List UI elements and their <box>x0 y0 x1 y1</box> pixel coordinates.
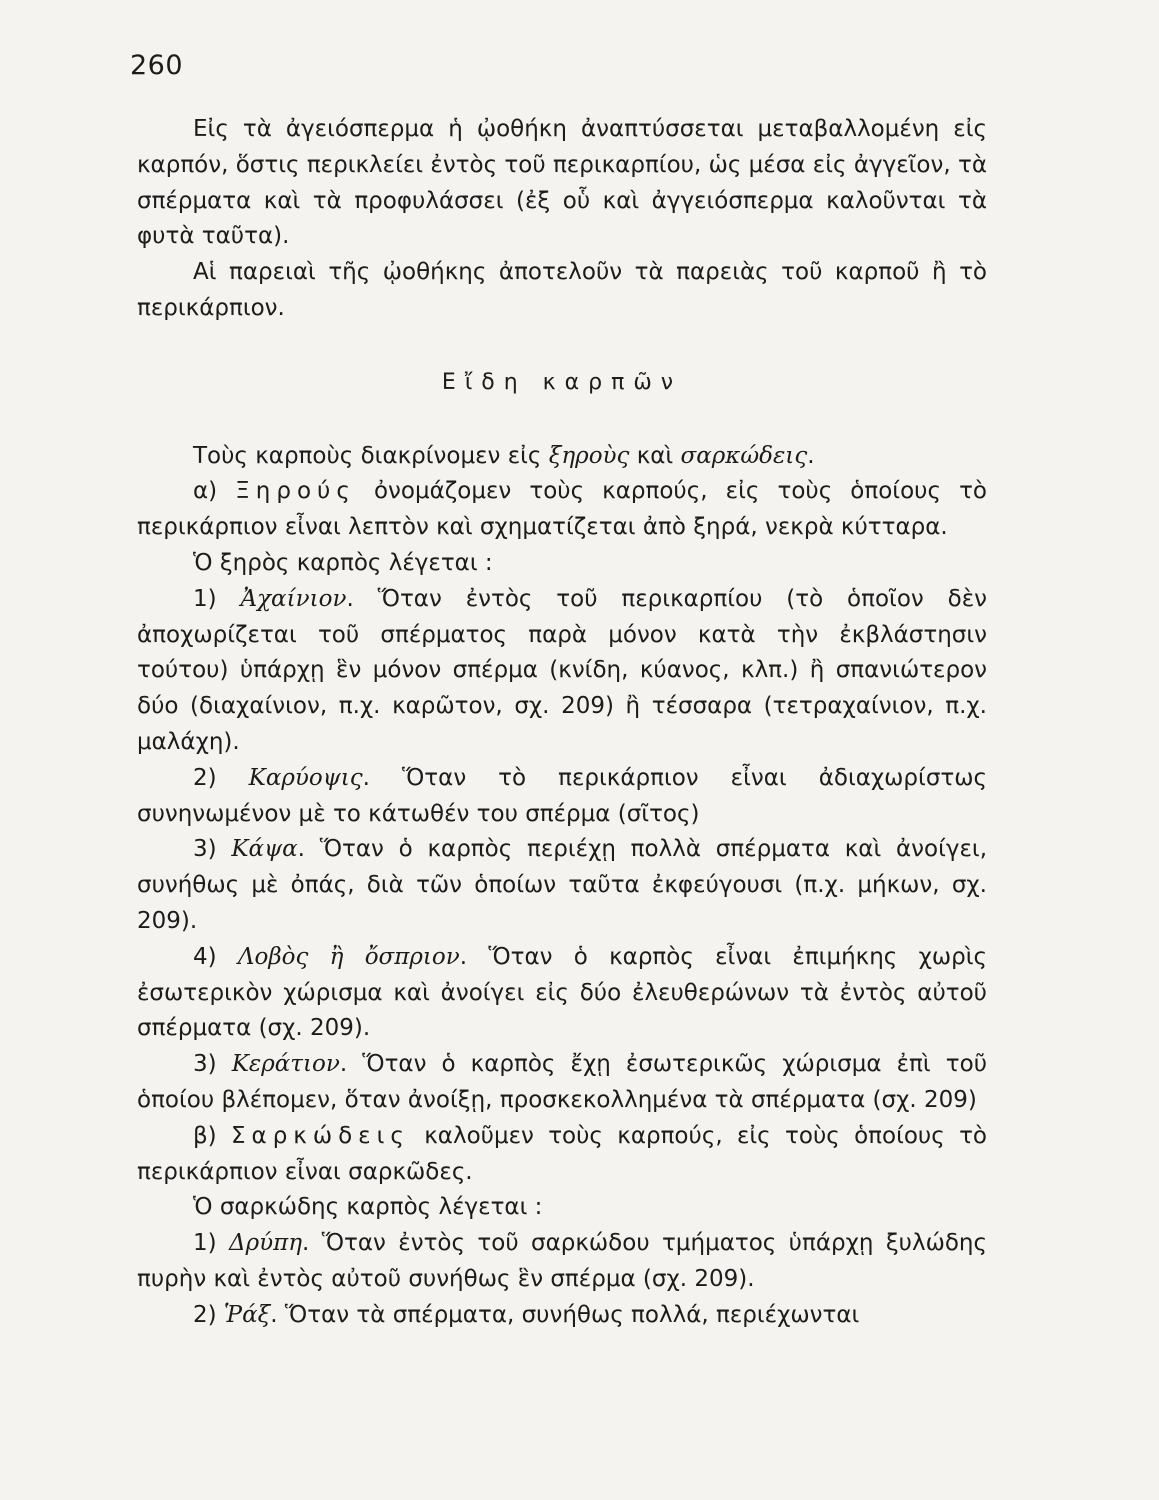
list-item-dry-2 <box>137 761 987 833</box>
item-text: . Ὅταν ἐντὸς τοῦ σαρκώδου τμήματος ὑπάρχῃ ξυλώδης πυρὴν καὶ ἐντὸς αὐτοῦ συνήθως ἓν σπέρμα (σχ. 209). <box>137 1230 988 1292</box>
dry-definition-text: ὀνομάζομεν τοὺς καρπούς, εἰς τοὺς ὁποίους τὸ περικάρπιον εἶναι λεπτὸν καὶ σχηματίζεται ἀπὸ ξηρά, νεκρὰ κύτταρα. <box>137 478 987 541</box>
classification-intro: Τοὺς καρποὺς διακρίνομεν εἰς <box>193 442 549 469</box>
term-fleshy: σαρκώδεις <box>680 442 808 469</box>
term-dry-spaced: Ξηρούς <box>235 478 356 505</box>
term-silique: Κεράτιον <box>231 1051 340 1078</box>
item-text: . Ὅταν ὁ καρπὸς εἶναι ἐπιμήκης χωρὶς ἐσωτερικὸν χώρισμα καὶ ἀνοίγει εἰς δύο ἐλευθερώνων τὰ ἐντὸς αὐτοῦ σπέρματα (σχ. 209). <box>137 943 987 1042</box>
paragraph-dry-definition <box>137 474 987 546</box>
term-caryopsis: Καρύοψις <box>248 764 363 791</box>
item-text: . Ὅταν ὁ καρπὸς περιέχῃ πολλὰ σπέρματα καὶ ἀνοίγει, συνήθως μὲ ὀπάς, διὰ τῶν ὁποίων ταῦτα ἐκφεύγουσι (π.χ. μήκων, σχ. 209). <box>137 836 988 934</box>
item-text: . Ὅταν τὰ σπέρματα, συνήθως πολλά, περιέχωνται <box>270 1301 860 1328</box>
item-number: 4) <box>193 943 238 970</box>
term-achene: Ἀχαίνιον <box>240 585 347 612</box>
label-beta: β) <box>193 1122 231 1149</box>
term-capsule: Κάψα <box>231 836 298 863</box>
list-item-dry-5 <box>137 1047 987 1119</box>
classification-end: . <box>807 442 815 469</box>
fleshy-definition-text: καλοῦμεν τοὺς καρπούς, εἰς τοὺς ὁποίους τὸ περικάρπιον εἶναι σαρκῶδες. <box>137 1122 987 1185</box>
list-item-dry-1 <box>137 582 987 761</box>
term-dry: ξηροὺς <box>548 442 630 469</box>
term-legume: Λοβὸς ἢ ὄσπριον <box>237 943 460 970</box>
section-heading: Εἴδη καρπῶν <box>441 369 683 395</box>
item-number: 1) <box>193 585 241 612</box>
body-text <box>137 112 987 1334</box>
item-number: 2) <box>193 764 249 791</box>
label-alpha: α) <box>193 478 236 505</box>
item-text: . Ὅταν ὁ καρπὸς ἔχῃ ἐσωτερικῶς χώρισμα ἐπὶ τοῦ ὁποίου βλέπομεν, ὅταν ἀνοίξῃ, προσκεκολλημένα τὰ σπέρματα (σχ. 209) <box>137 1051 988 1113</box>
paragraph-classification <box>137 439 987 475</box>
term-fleshy-spaced: Σαρκώδεις <box>231 1122 410 1149</box>
list-item-fleshy-2 <box>137 1298 987 1334</box>
list-item-fleshy-1 <box>137 1226 987 1298</box>
item-text: . Ὅταν ἐντὸς τοῦ περικαρπίου (τὸ ὁποῖον δὲν ἀποχωρίζεται τοῦ σπέρματος παρὰ μόνον κατὰ τὴν ἐκβλάστησιν τούτου) ὑπάρχῃ ἓν μόνον σπέρμα (κνίδη, κύανος, κλπ.) ἢ σπανιώτερον δύο (διαχαίνιον, π.χ. καρῶτον, σχ. 209) ἢ τέσσαρα (τετραχαίνιον, π.χ. μαλάχη). <box>137 585 987 755</box>
paragraph-intro: Εἰς τὰ ἀγειόσπερμα ἡ ᾠοθήκη ἀναπτύσσεται μεταβαλλομένη εἰς καρπόν, ὅστις περικλείει ἐντὸς τοῦ περικαρπίου, ὡς μέσα εἰς ἀγγεῖον, τὰ σπέρματα καὶ τὰ προφυλάσσει (ἐξ οὗ καὶ ἀγγειόσπερμα καλοῦνται τὰ φυτὰ ταῦτα). <box>137 116 987 250</box>
paragraph-fleshy-definition <box>137 1119 987 1191</box>
item-number: 1) <box>193 1230 230 1257</box>
paragraph-pericarp: Αἱ παρειαὶ τῆς ᾠοθήκης ἀποτελοῦν τὰ παρειὰς τοῦ καρποῦ ἢ τὸ περικάρπιον. <box>137 259 987 321</box>
item-text: . Ὅταν τὸ περικάρπιον εἶναι ἀδιαχωρίστως συνηνωμένον μὲ το κάτωθέν του σπέρμα (σῖτος) <box>137 764 988 827</box>
list-item-dry-3 <box>137 832 987 939</box>
item-number: 3) <box>193 1051 232 1078</box>
paragraph-fleshy-called: Ὁ σαρκώδης καρπὸς λέγεται : <box>193 1194 543 1221</box>
term-drupe: Δρύπη <box>229 1230 303 1257</box>
item-number: 3) <box>193 836 232 863</box>
classification-mid: καὶ <box>629 442 681 469</box>
paragraph-dry-called: Ὁ ξηρὸς καρπὸς λέγεται : <box>193 549 493 576</box>
page-number: 260 <box>130 50 184 81</box>
term-berry: Ῥάξ <box>223 1301 271 1328</box>
item-number: 2) <box>193 1301 224 1328</box>
list-item-dry-4 <box>137 940 987 1047</box>
